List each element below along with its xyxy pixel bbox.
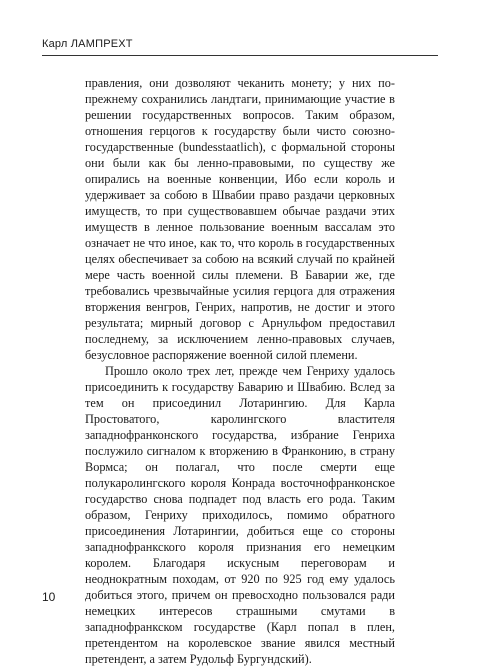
paragraph-1: правления, они дозволяют чеканить монету; у них по-прежнему сохранились ландтаги, принимающие участие в решении государственных вопросов. Таким образом, отношения герцогов к государству были чисто союзно-государственные (bundesstaatlich), с формальной стороны они были как бы ленно-правовыми, по существу же опирались на военные конвенции, Ибо если король и удерживает за собою в Швабии право раздачи церковных имуществ, то при существовавшем обычае раздачи этих имуществ в ленное пользование военным вассалам это означает не что иное, как то, что король в государственных целях обеспечивает за собою на всякий случай по крайней мере часть военной силы племени. В Баварии же, где требовались чрезвычайные усилия герцога для отражения вторжения венгров, Генрих, напротив, не достиг и этого результата; мирный договор с Арнульфом предоставил последнему, за исключением ленно-правовых случаев, безусловное распоряжение военной силой племени. [85, 76, 395, 362]
body-text [85, 75, 395, 667]
paragraph-2: Прошло около трех лет, прежде чем Генриху удалось присоединить к государству Баварию и Швабию. Вслед за тем он присоединил Лотарингию. Для Карла Простоватого, каролингского властителя западнофранконского государства, избрание Генриха послужило сигналом к вторжению в Франконию, в страну Вормса; он полагал, что после смерти еще полукаролингского короля Конрада восточнофранконское государство снова подпадет под власть его рода. Таким образом, Генриху приходилось, помимо обратного присоединения Лотарингии, добиться еще со стороны западнофранкского короля признания его немецким королем. Благодаря искусным переговорам и неоднократным походам, от 920 по 925 год ему удалось добиться этого, причем он превосходно пользовался ради немецких интересов страшными смутами в западнофранкском государстве (Карл попал в плен, претендентом на королевское звание явился местный претендент, а затем Рудольф Бургундский). [85, 364, 395, 666]
header-rule [42, 55, 438, 56]
author-last-name: ЛАМПРЕХТ [70, 38, 133, 50]
author-first-name: Карл [42, 38, 68, 50]
running-header [42, 38, 133, 50]
page-number: 10 [42, 590, 56, 604]
